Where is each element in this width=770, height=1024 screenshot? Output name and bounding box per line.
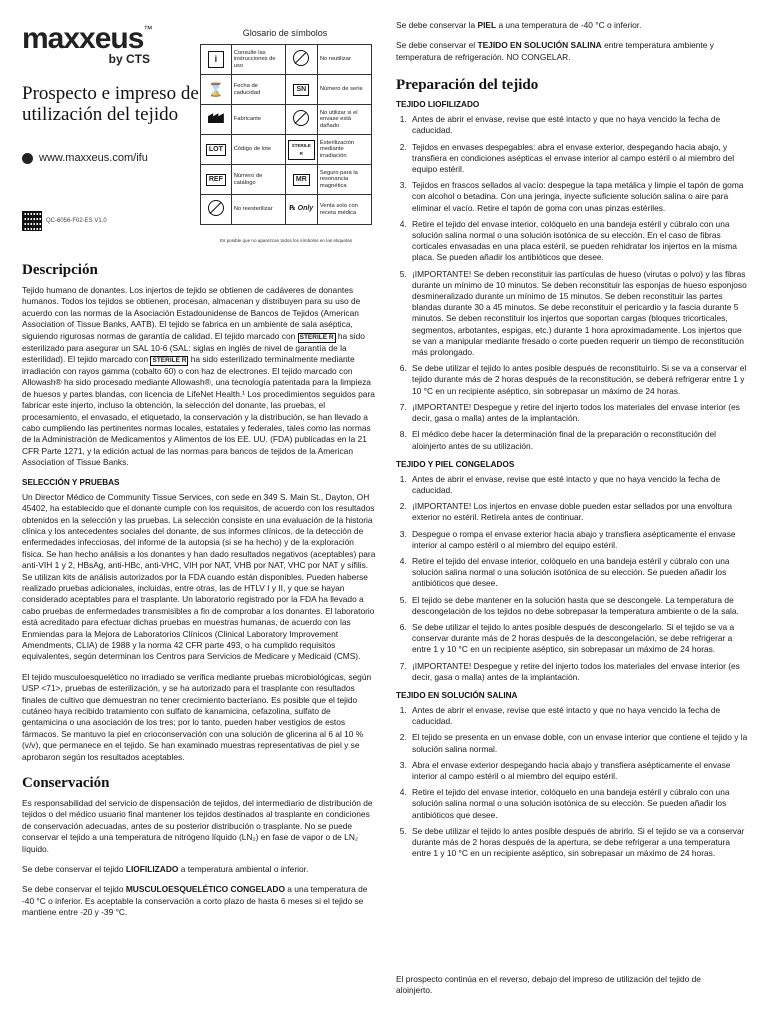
- doc-code-row: [22, 211, 107, 231]
- glossary-row: [201, 165, 372, 195]
- glossary-note: Es posible que no aparezcan todos los símbolos en las etiquetas: [219, 238, 353, 243]
- text-run-bold: MUSCULOESQUELÉTICO CONGELADO: [125, 884, 285, 895]
- glossary-row: [201, 195, 372, 225]
- subheading-solucion-salina: TEJIDO EN SOLUCIÓN SALINA: [396, 690, 518, 700]
- continued-note: El prospecto continúa en el reverso, debajo del impreso de utilización del tejido de aloinjerto.: [396, 974, 701, 996]
- sterile-r-stamp: STERILE R: [299, 333, 334, 341]
- text-run: Tejido humano de donantes. Los injertos de tejido se obtienen de cadáveres de donantes humanos. Todos los tejidos se obtienen, procesan, almacenan y distribuyen para su uso de acuerdo con las normas de la Asociación Estadounidense de Bancos de Tejidos (American Association of Tissue Banks, AATB). El tejido se fabrica en un ambiente de sala aséptica, siguiendo rigurosas normas de garantía de calidad. El tejido marcado con: [22, 285, 361, 341]
- text-run: Se debe conservar el tejido: [22, 864, 124, 875]
- text-run: entre temperatura ambiente y temperatura de refrigeración. NO CONGELAR.: [396, 40, 714, 62]
- website-row: [22, 152, 148, 164]
- logo-trademark: ™: [143, 24, 153, 34]
- consult-instructions-icon: i: [208, 51, 224, 68]
- storage-skin: [396, 20, 751, 31]
- list-item: 6. Se debe utilizar el tejido lo antes posible después de descongelarlo. Si el tejido se va a conservar durante más de 2 horas después de la descongelación, se debe refrigerar a entre 1 y 10 °C en un recipiente aséptico, sin sobrepasar un máximo de 24 horas.: [409, 622, 751, 656]
- glossary-label: Fecha de caducidad: [231, 75, 285, 105]
- selection-paragraph: Un Director Médico de Community Tissue Services, con sede en 349 S. Main St., Dayton, OH 45402, ha establecido que el donante cumple con los requisitos, de acuerdo con los resultados obtenidos en la selección y las pruebas. La selección consiste en una evaluación de la historia clínica y los antecedentes sociales del donante, de sus informes clínicos, de la detección de enfermedades infecciosas, del informe de la autopsia (si se ha hecho) y de la exploración física. Se han hecho análisis a los donantes y han dado resultados negativos (aceptables) para anti-VIH 1 y 2, HBsAg, anti-HBc, anti-VHC, VIH por NAT, VHB por NAT, VHC por NAT y sífilis. Se utilizan kits de análisis autorizados por la FDA cuando están disponibles. Pueden haberse realizado pruebas adicionales, incluidas, entre otras, las de HTLV I y II, y que se hayan considerado aceptables para el trasplante. Un laboratorio registrado por la FDA ha llevado a cabo pruebas de enfermedades transmisibles a fin de comprobar a los donantes. El laboratorio está acreditado para efectuar dichas pruebas en muestras humanas, de acuerdo con las Enmiendas para la Mejora de Laboratorios Clínicos (Clinical Laboratory Improvement Amendments, CLIA) de 1988 y la norma 42 CFR parte 493, o ha cumplido requisitos equivalentes, según determinan los Centros para Servicios de Medicare y Medicaid (CMS).: [22, 491, 376, 662]
- text-run-bold: LIOFILIZADO: [125, 864, 179, 875]
- glossary-label: Fabricante: [231, 105, 285, 135]
- glossary-label: Consulte las instrucciones de uso: [231, 45, 285, 75]
- list-item: 5. El tejido se debe mantener en la solución hasta que se descongele. La temperatura de descongelación de los tejidos no debe sobrepasar la temperatura ambiente o de la sala.: [409, 595, 751, 617]
- text-run: Se debe conservar el: [396, 40, 476, 51]
- frozen-steps: [396, 474, 751, 683]
- maxxeus-logo: [22, 24, 172, 64]
- glossary-label: Venta solo con receta médica: [317, 195, 371, 225]
- glossary-label: Esterilización mediante irradiación: [317, 135, 371, 165]
- list-item: 3. Tejidos en frascos sellados al vacío: despegue la tapa metálica y limpie el tapón de goma con alcohol o betadina. Con una jeringa, inyecte suficiente solución salina o aire para eliminar el vacío. Retire el tapón de goma con unas pinzas estériles.: [409, 180, 751, 214]
- page-title: Prospecto e impreso de utilización del tejido: [22, 83, 199, 125]
- list-item: 2. El tejido se presenta en un envase doble, con un envase interior que contiene el tejido y la solución salina normal.: [409, 732, 751, 754]
- section-heading-preparacion: Preparación del tejido: [396, 77, 539, 94]
- glossary-label: Seguro para la resonancia magnética: [317, 165, 371, 195]
- subheading-liofilizado: TEJIDO LIOFILIZADO: [396, 100, 480, 110]
- website-link[interactable]: www.maxxeus.com/ifu: [39, 152, 148, 164]
- text-run: a temperatura ambiental o inferior.: [180, 864, 309, 875]
- list-item: 2. ¡IMPORTANTE! Los injertos en envase doble pueden estar sellados por una envoltura exterior no estéril. Retírela antes de continuar.: [409, 501, 751, 523]
- list-item: 7. ¡IMPORTANTE! Despegue y retire del injerto todos los materiales del envase interior (es decir, gasa o malla) antes de la implantación.: [409, 661, 751, 683]
- list-item: 6. Se debe utilizar el tejido lo antes posible después de reconstituirlo. Si se va a conservar el tejido durante más de 2 horas después de la reconstitución, se deberá refrigerar entre 1 y 10 °C en un recipiente aséptico, sin sobrepasar un máximo de 24 horas.: [409, 363, 751, 397]
- lot-icon: LOT: [206, 144, 226, 156]
- saline-steps: [396, 705, 751, 859]
- symbol-glossary-table: [200, 44, 372, 225]
- globe-icon: [22, 153, 33, 164]
- ref-icon: REF: [206, 174, 226, 186]
- glossary-row: [201, 105, 372, 135]
- do-not-resterilize-icon: [208, 200, 224, 216]
- mr-safe-icon: MR: [293, 174, 310, 186]
- microbiology-paragraph: El tejido musculoesquelético no irradiado se verifica mediante pruebas microbiológicas, según USP <71>, pruebas de esterilización, y se ha autorizado para el trasplante con resultados finales de cultivo que demuestran no tener crecimiento bacteriano. Es posible que el tejido cutáneo haya recibido tratamiento con sulfato de kanamicina, cefazolina, sulfato de gentamicina o una asociación de los tres; por lo tanto, pueden haber vestigios de estos fármacos. Se mantuvo la piel en crioconservación con una solución de glicerina al 6 al 10 % (v/v), que permanece en el tejido. Se han examinado muestras representativas de piel y se aprobaron según los resultados aceptables.: [22, 671, 372, 762]
- sterile-r-stamp: STERILE R: [152, 357, 187, 365]
- text-run-bold: PIEL: [477, 20, 497, 30]
- glossary-row: [201, 135, 372, 165]
- glossary-label: Número de serie: [317, 75, 371, 105]
- expiry-date-icon: ⌛: [207, 81, 224, 97]
- list-item: 3. Abra el envase exterior despegando hacia abajo y transfiera asépticamente el envase interior al campo estéril o al miembro del equipo estéril.: [409, 760, 751, 782]
- glossary-label: No reesterilizar: [231, 195, 285, 225]
- list-item: 3. Despegue o rompa el envase exterior hacia abajo y transfiera asépticamente el envase interior al campo estéril o al miembro del equipo estéril.: [409, 529, 751, 551]
- damaged-package-icon: [293, 110, 309, 126]
- list-item: 1. Antes de abrir el envase, revise que esté intacto y que no haya vencido la fecha de caducidad.: [409, 705, 751, 727]
- list-item: 4. Retire el tejido del envase interior, colóquelo en una bandeja estéril y cúbralo con una solución salina normal o una solución isotónica de su elección. Se pueden añadir los antibióticos que desee.: [409, 556, 751, 590]
- glossary-label: Número de catálogo: [231, 165, 285, 195]
- list-item: 7. ¡IMPORTANTE! Despegue y retire del injerto todos los materiales del envase interior (es decir, gasa o malla) antes de la implantación.: [409, 402, 751, 424]
- storage-paragraph: Es responsabilidad del servicio de dispensación de tejidos, del intermediario de distribución de tejidos o del médico usuario final mantener los tejidos destinados al trasplante en condiciones de conservación adecuadas, antes de su posterior distribución o trasplante. No se puede conservar el tejido a una temperatura de nitrógeno líquido (LN₂) en fase de vapor o de LN₂ líquido.: [22, 798, 373, 854]
- sterile-r-icon: STERILE R: [288, 140, 315, 160]
- logo-subtitle: by CTS: [108, 52, 150, 66]
- qr-code-icon: [22, 211, 42, 231]
- manufacturer-icon: [208, 113, 224, 123]
- text-run: a una temperatura de -40 °C o inferior.: [498, 20, 642, 30]
- description-paragraph: [22, 285, 377, 469]
- glossary-title: Glosario de símbolos: [242, 28, 328, 38]
- glossary-row: [201, 45, 372, 75]
- list-item: 1. Antes de abrir el envase, revise que esté intacto y que no haya vencido la fecha de caducidad.: [409, 474, 751, 496]
- list-item: 5. Se debe utilizar el tejido lo antes posible después de abrirlo. Si el tejido se va a conservar durante más de 2 horas después de la apertura, se debe refrigerar a una temperatura entre 1 y 10 °C en un recipiente aséptico, sin sobrepasar un máximo de 24 horas.: [409, 826, 751, 860]
- text-run-bold: TEJIDO EN SOLUCIÓN SALINA: [477, 40, 602, 51]
- right-column: [396, 20, 751, 867]
- text-run: ha sido esterilizado para asegurar un SAL 10-6 (SAL: siglas en inglés de nivel de garantía de la esterilidad). El tejido marcado con: [22, 330, 365, 365]
- section-heading-descripcion: Descripción: [22, 262, 98, 278]
- text-run: ha sido esterilizado terminalmente mediante irradiación con rayos gamma (cobalto 60) o con haz de electrones. El tejido marcado con Allowash® ha sido procesado mediante Allowash®, una tecnología patentada para la limpieza de huesos y partes blandas, con licencia de LifeNet Health.¹ Los procedimientos seguidos para fabricar este injerto, incluso la obtención, la selección del donante, las pruebas, el procesamiento, el envasado, el etiquetado, la conservación y la distribución, se han llevado a cabo cumpliendo las pertinentes normas locales, estatales y federales, tales como las normas de la Administración de Medicamentos y Alimentos de los EE. UU. (FDA) publicadas en la 21 CFR Parte 1271, y la edición actual de las normas para bancos de tejidos de la American Association of Tissue Banks.: [22, 354, 375, 468]
- glossary-row: [201, 75, 372, 105]
- list-item: 1. Antes de abrir el envase, revise que esté intacto y que no haya vencido la fecha de caducidad.: [409, 114, 751, 136]
- do-not-reuse-icon: [293, 50, 309, 66]
- section-heading-conservacion: Conservación: [22, 775, 110, 792]
- subheading-seleccion: SELECCIÓN Y PRUEBAS: [22, 477, 120, 487]
- logo-wordmark: maxxeus: [22, 22, 144, 55]
- rx-only-icon: ℞ Only: [289, 205, 314, 213]
- text-run: Se debe conservar el tejido: [22, 884, 124, 895]
- list-item: 4. Retire el tejido del envase interior, colóquelo en una bandeja estéril y cúbralo con una solución salina normal o una solución isotónica de su elección. Se pueden añadir los antibióticos que desee.: [409, 787, 751, 821]
- doc-code: QC-6056-F02-ES V1.0: [46, 218, 107, 224]
- list-item: 4. Retire el tejido del envase interior, colóquelo en una bandeja estéril y cúbralo con una solución salina normal o una solución isotónica de su elección. En el caso de fibras corticales envasadas en una placa estéril, se pueden rehidratar los injertos en la misma placa. Se pueden añadir los antibióticos que desee.: [409, 219, 751, 264]
- subheading-congelados: TEJIDO Y PIEL CONGELADOS: [396, 459, 515, 469]
- list-item: 5. ¡IMPORTANTE! Se deben reconstituir las partículas de hueso (virutas o polvo) y las fibras durante un mínimo de 10 minutos. Se deben reconstituir las esponjas de hueso esponjoso desmineralizado durante un mínimo de 15 minutos. Se deben reconstituir las partes blandas durante 30 a 45 minutos. Se debe reconstituir el pericardio y la fascia durante 5 minutos. Se deben reconstituir los injertos que soportan cargas (bloques tricorticales, segmentos, arbotantes, espigas, etc.) durante 1 hora aproximadamente. Los injertos que se van a manipular mediante fresado o corte pueden requerir un tiempo de reconstitución más prolongado.: [409, 269, 751, 359]
- glossary-label: Código de lote: [231, 135, 285, 165]
- lyophilized-steps: [396, 114, 751, 451]
- left-column: [22, 262, 377, 928]
- serial-number-icon: SN: [293, 84, 309, 96]
- glossary-label: No utilizar si el envase está dañado: [317, 105, 371, 135]
- glossary-label: No reutilizar: [317, 45, 371, 75]
- storage-frozen: [22, 884, 377, 918]
- list-item: 8. El médico debe hacer la determinación final de la preparación o reconstitución del aloinjerto antes de su utilización.: [409, 429, 751, 451]
- storage-lyophilized: [22, 864, 377, 875]
- text-run: Se debe conservar la: [396, 20, 476, 30]
- storage-saline: [396, 40, 751, 63]
- text-run: a una temperatura de -40 °C o inferior. Es aceptable la conservación a corto plazo de hasta 6 meses si el tejido se mantiene entre -20 y -39 °C.: [22, 884, 368, 918]
- list-item: 2. Tejidos en envases despegables: abra el envase exterior, despegando hacia abajo, y transfiera en condiciones asépticas el envase interior al campo estéril o al miembro del equipo estéril.: [409, 142, 751, 176]
